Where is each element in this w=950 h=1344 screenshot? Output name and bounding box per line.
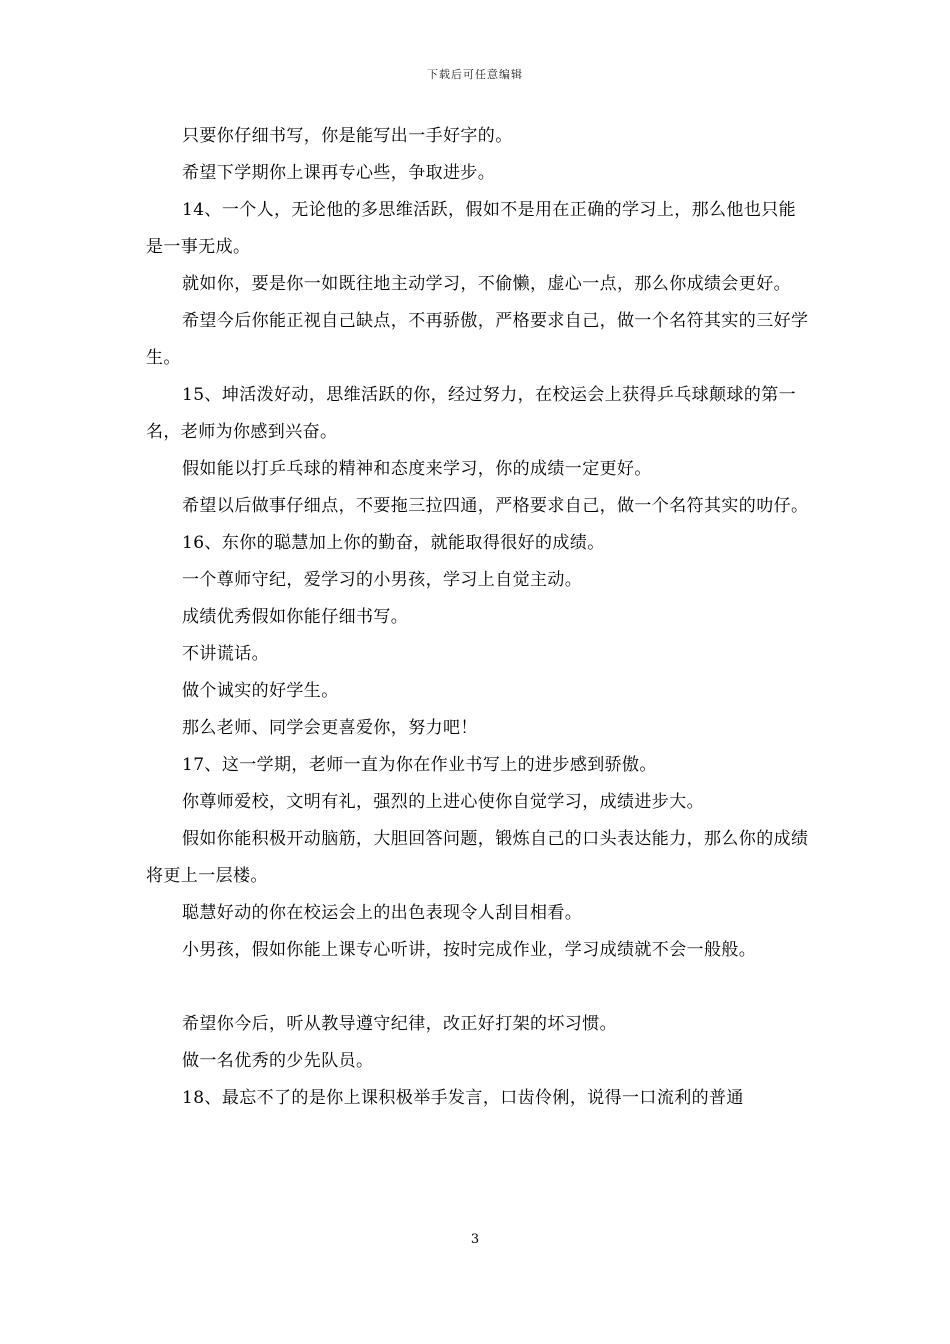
paragraph: 18、最忘不了的是你上课积极举手发言，口齿伶俐，说得一口流利的普通: [182, 1088, 744, 1108]
paragraph: 希望你今后，听从教导遵守纪律，改正好打架的坏习惯。: [182, 1014, 617, 1034]
paragraph: 希望今后你能正视自己缺点，不再骄傲，严格要求自己，做一个名符其实的三好学生。: [146, 311, 809, 368]
paragraph: 希望以后做事仔细点，不要拖三拉四通，严格要求自己，做一个名符其实的叻仔。: [182, 496, 809, 516]
paragraph: 成绩优秀假如你能仔细书写。: [182, 607, 409, 627]
paragraph: 小男孩，假如你能上课专心听讲，按时完成作业，学习成绩就不会一般般。: [182, 940, 757, 960]
paragraph: 14、一个人，无论他的多思维活跃，假如不是用在正确的学习上，那么他也只能是一事无成。: [146, 200, 797, 257]
blank-line: [146, 969, 812, 1006]
paragraph: 15、坤活泼好动，思维活跃的你，经过努力，在校运会上获得乒乓球颠球的第一名，老师为你感到兴奋。: [146, 385, 797, 442]
paragraph: 一个尊师守纪，爱学习的小男孩，学习上自觉主动。: [182, 570, 583, 590]
paragraph: 只要你仔细书写，你是能写出一手好字的。: [182, 126, 513, 146]
page-number: 3: [470, 1232, 480, 1247]
paragraph: 假如你能积极开动脑筋，大胆回答问题，锻炼自己的口头表达能力，那么你的成绩将更上一层楼。: [146, 829, 809, 886]
page-header: 下载后可任意编辑: [427, 68, 523, 81]
paragraph: 希望下学期你上课再专心些，争取进步。: [182, 163, 496, 183]
paragraph: 聪慧好动的你在校运会上的出色表现令人刮目相看。: [182, 903, 583, 923]
paragraph: 就如你，要是你一如既往地主动学习，不偷懒，虚心一点，那么你成绩会更好。: [182, 274, 791, 294]
paragraph: 16、东你的聪慧加上你的勤奋，就能取得很好的成绩。: [182, 533, 605, 553]
paragraph: 做个诚实的好学生。: [182, 681, 339, 701]
paragraph: 那么老师、同学会更喜爱你，努力吧！: [182, 718, 478, 738]
paragraph: 17、这一学期，老师一直为你在作业书写上的进步感到骄傲。: [182, 755, 657, 775]
document-body: [146, 118, 812, 1117]
paragraph: 假如能以打乒乓球的精神和态度来学习，你的成绩一定更好。: [182, 459, 652, 479]
paragraph: 做一名优秀的少先队员。: [182, 1051, 374, 1071]
paragraph: 不讲谎话。: [182, 644, 269, 664]
paragraph: 你尊师爱校，文明有礼，强烈的上进心使你自觉学习，成绩进步大。: [182, 792, 704, 812]
